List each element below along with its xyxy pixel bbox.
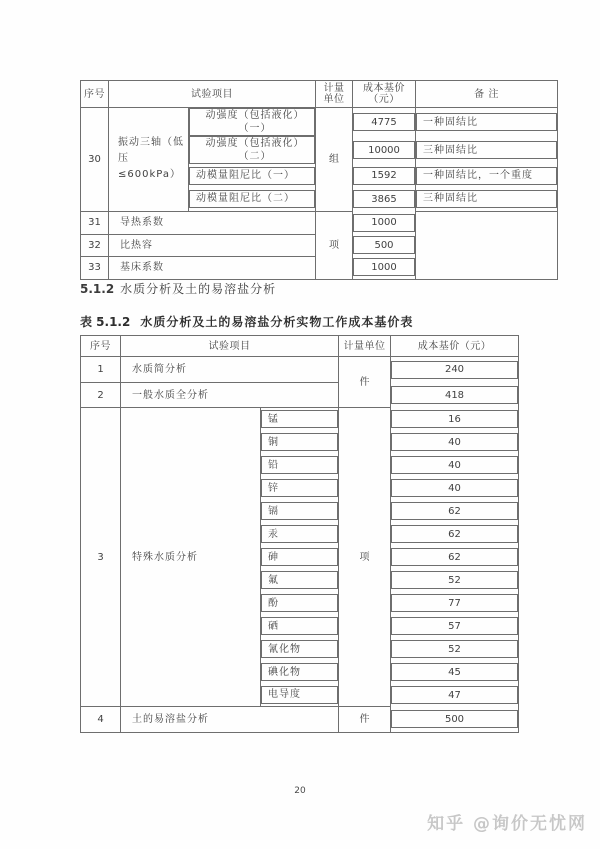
sub-item-label: 碘化物 bbox=[261, 663, 338, 681]
table-caption bbox=[80, 313, 413, 330]
price-value: 40 bbox=[391, 433, 518, 451]
table-row bbox=[81, 357, 519, 383]
table-row bbox=[81, 336, 519, 357]
price-cell bbox=[391, 431, 519, 454]
sub-item-cell bbox=[261, 592, 339, 615]
seq-cell: 4 bbox=[81, 707, 121, 733]
price-value: 418 bbox=[391, 386, 518, 404]
price-value: 500 bbox=[391, 710, 518, 728]
unit-cell: 件 bbox=[339, 357, 391, 408]
remark-cell bbox=[416, 211, 558, 279]
remark-text: 一种固结比 bbox=[416, 113, 557, 131]
section-heading bbox=[80, 280, 276, 297]
t2-header-seq: 序号 bbox=[81, 336, 121, 357]
seq-cell: 30 bbox=[81, 108, 109, 212]
price-cell bbox=[391, 500, 519, 523]
t1-header-unit-line1: 计量 bbox=[323, 82, 345, 94]
item-cell: 特殊水质分析 bbox=[121, 408, 261, 707]
sub-item-cell bbox=[189, 187, 316, 211]
sub-item-label: 动模量阻尼比（二） bbox=[189, 190, 315, 208]
item-cell: 导热系数 bbox=[109, 211, 316, 234]
sub-item-label: 镉 bbox=[261, 502, 338, 520]
table-caption-text: 水质分析及土的易溶盐分析实物工作成本基价表 bbox=[140, 315, 414, 329]
unit-cell: 项 bbox=[339, 408, 391, 707]
price-cell bbox=[391, 546, 519, 569]
t2-header-price: 成本基价（元） bbox=[391, 336, 519, 357]
sub-item-cell bbox=[261, 546, 339, 569]
price-cell bbox=[391, 592, 519, 615]
table-row bbox=[81, 408, 519, 431]
sub-item-cell bbox=[261, 500, 339, 523]
section-number: 5.1.2 bbox=[80, 282, 115, 296]
t1-header-item: 试验项目 bbox=[109, 81, 316, 108]
item-cell: 振动三轴（低压≤600kPa） bbox=[109, 108, 189, 212]
item-cell: 水质简分析 bbox=[121, 357, 339, 383]
t1-header-seq: 序号 bbox=[81, 81, 109, 108]
price-value: 62 bbox=[391, 548, 518, 566]
price-value: 77 bbox=[391, 594, 518, 612]
sub-item-label: 动模量阻尼比（一） bbox=[189, 167, 315, 185]
price-cell bbox=[391, 408, 519, 431]
price-value: 45 bbox=[391, 663, 518, 681]
sub-item-cell bbox=[261, 477, 339, 500]
sub-item-cell bbox=[261, 638, 339, 661]
price-value: 47 bbox=[391, 686, 518, 704]
t1-header-price-line1: 成本基价 bbox=[363, 82, 405, 94]
sub-item-label: 硒 bbox=[261, 617, 338, 635]
remark-cell bbox=[416, 164, 558, 187]
price-value: 52 bbox=[391, 640, 518, 658]
remark-text: 三种固结比 bbox=[416, 190, 557, 208]
sub-item-cell bbox=[189, 108, 316, 137]
seq-cell: 3 bbox=[81, 408, 121, 707]
remark-text: 三种固结比 bbox=[416, 141, 557, 159]
section-title-text: 水质分析及土的易溶盐分析 bbox=[120, 282, 277, 296]
dynamic-test-cost-table bbox=[80, 80, 558, 280]
sub-item-label: 动强度（包括液化）（一） bbox=[189, 108, 315, 136]
price-value: 40 bbox=[391, 456, 518, 474]
price-value: 1592 bbox=[353, 167, 415, 185]
remark-cell bbox=[416, 136, 558, 164]
price-cell bbox=[353, 256, 416, 279]
table-row bbox=[81, 383, 519, 408]
sub-item-label: 动强度（包括液化）（二） bbox=[189, 136, 315, 164]
price-value: 1000 bbox=[353, 258, 415, 276]
sub-item-label: 酚 bbox=[261, 594, 338, 612]
t1-header-unit-line2: 单位 bbox=[323, 94, 345, 105]
unit-cell: 组 bbox=[316, 108, 353, 212]
price-value: 52 bbox=[391, 571, 518, 589]
seq-cell: 31 bbox=[81, 211, 109, 234]
sub-item-label: 氟 bbox=[261, 571, 338, 589]
remark-cell bbox=[416, 108, 558, 137]
unit-cell: 件 bbox=[339, 707, 391, 733]
price-cell bbox=[353, 136, 416, 164]
sub-item-cell bbox=[261, 454, 339, 477]
t1-header-price-line2: （元） bbox=[368, 94, 400, 105]
seq-cell: 1 bbox=[81, 357, 121, 383]
sub-item-label: 砷 bbox=[261, 548, 338, 566]
price-value: 16 bbox=[391, 410, 518, 428]
sub-item-cell bbox=[261, 569, 339, 592]
price-value: 62 bbox=[391, 525, 518, 543]
sub-item-cell bbox=[261, 661, 339, 684]
price-value: 57 bbox=[391, 617, 518, 635]
price-cell bbox=[391, 684, 519, 707]
table-row bbox=[81, 108, 558, 137]
price-cell bbox=[353, 211, 416, 234]
sub-item-label: 锰 bbox=[261, 410, 338, 428]
sub-item-cell bbox=[189, 136, 316, 164]
price-cell bbox=[391, 707, 519, 733]
t2-header-item: 试验项目 bbox=[121, 336, 339, 357]
sub-item-label: 氰化物 bbox=[261, 640, 338, 658]
price-cell bbox=[391, 569, 519, 592]
water-quality-cost-table bbox=[80, 335, 519, 733]
price-value: 1000 bbox=[353, 214, 415, 232]
price-value: 4775 bbox=[353, 113, 415, 131]
watermark: 知乎 @询价无忧网 bbox=[427, 814, 587, 834]
t1-header-unit bbox=[316, 81, 353, 108]
table-row bbox=[81, 81, 558, 108]
price-cell bbox=[391, 357, 519, 383]
unit-cell: 项 bbox=[316, 211, 353, 279]
price-cell bbox=[391, 661, 519, 684]
remark-cell bbox=[416, 187, 558, 211]
price-cell bbox=[353, 164, 416, 187]
price-value: 62 bbox=[391, 502, 518, 520]
item-cell: 比热容 bbox=[109, 234, 316, 256]
price-cell bbox=[391, 454, 519, 477]
seq-cell: 32 bbox=[81, 234, 109, 256]
table-caption-number: 表 5.1.2 bbox=[80, 315, 131, 329]
price-cell bbox=[391, 638, 519, 661]
item-cell: 一般水质全分析 bbox=[121, 383, 339, 408]
table-row bbox=[81, 707, 519, 733]
seq-cell: 2 bbox=[81, 383, 121, 408]
sub-item-cell bbox=[189, 164, 316, 187]
sub-item-cell bbox=[261, 684, 339, 707]
price-value: 40 bbox=[391, 479, 518, 497]
t2-header-unit: 计量单位 bbox=[339, 336, 391, 357]
price-value: 10000 bbox=[353, 141, 415, 159]
t1-header-price bbox=[353, 81, 416, 108]
price-value: 3865 bbox=[353, 190, 415, 208]
price-cell bbox=[353, 187, 416, 211]
price-value: 240 bbox=[391, 361, 518, 379]
sub-item-cell bbox=[261, 615, 339, 638]
page-number: 20 bbox=[294, 786, 306, 796]
item-cell: 土的易溶盐分析 bbox=[121, 707, 339, 733]
table-row bbox=[81, 211, 558, 234]
remark-text: 一种固结比，一个重度 bbox=[416, 167, 557, 185]
sub-item-label: 电导度 bbox=[261, 686, 338, 704]
sub-item-cell bbox=[261, 408, 339, 431]
sub-item-label: 汞 bbox=[261, 525, 338, 543]
price-cell bbox=[391, 477, 519, 500]
sub-item-cell bbox=[261, 523, 339, 546]
price-cell bbox=[391, 523, 519, 546]
sub-item-label: 铜 bbox=[261, 433, 338, 451]
sub-item-label: 铅 bbox=[261, 456, 338, 474]
item-cell: 基床系数 bbox=[109, 256, 316, 279]
t1-header-remark: 备 注 bbox=[416, 81, 558, 108]
price-cell bbox=[353, 108, 416, 137]
price-cell bbox=[391, 383, 519, 408]
price-cell bbox=[391, 615, 519, 638]
price-cell bbox=[353, 234, 416, 256]
seq-cell: 33 bbox=[81, 256, 109, 279]
price-value: 500 bbox=[353, 236, 415, 254]
sub-item-label: 锌 bbox=[261, 479, 338, 497]
sub-item-cell bbox=[261, 431, 339, 454]
